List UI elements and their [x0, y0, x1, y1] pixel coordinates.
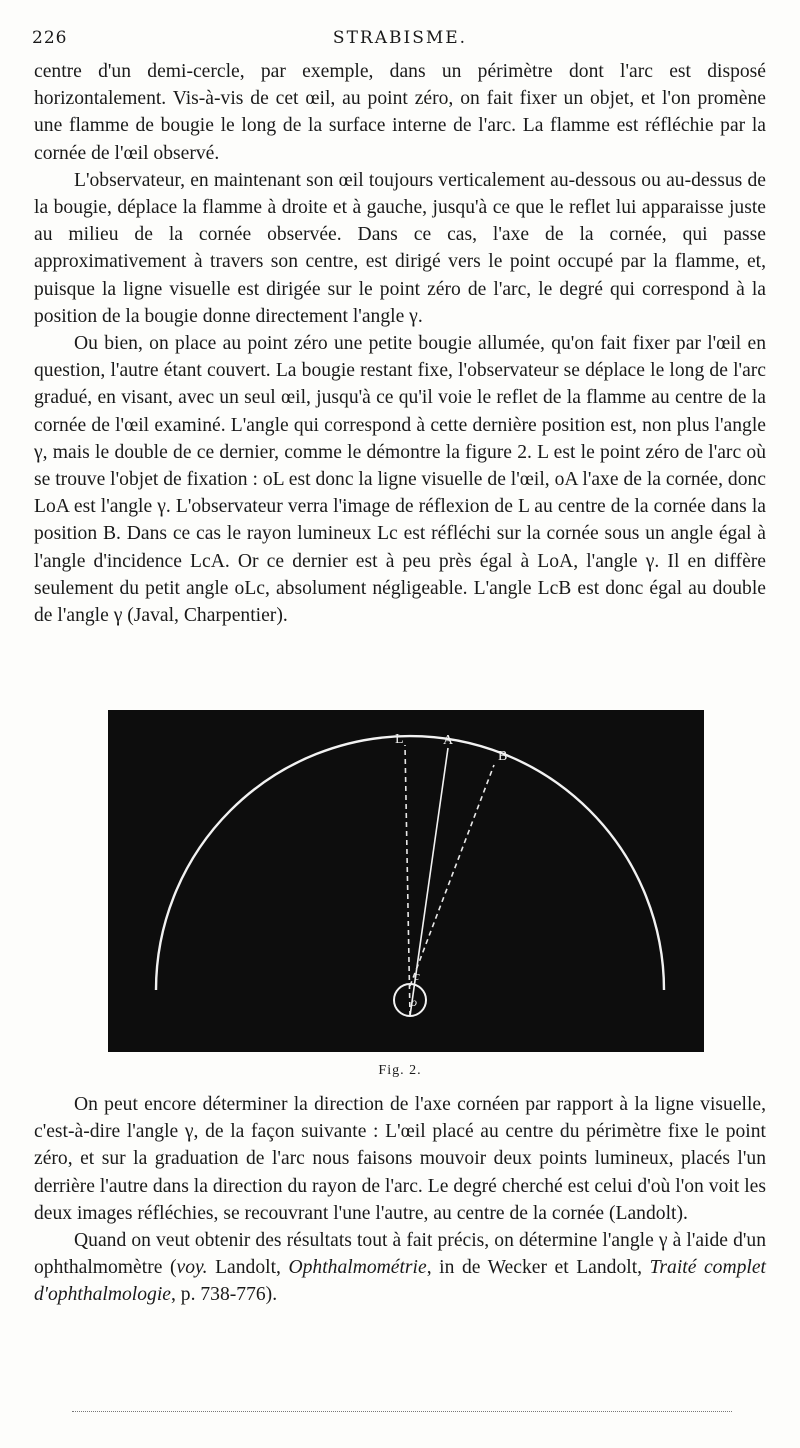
ophthalmometrie-title: Ophthalmométrie — [288, 1257, 427, 1279]
page-number: 226 — [32, 28, 68, 48]
paragraph: Ou bien, on place au point zéro une petite bougie allumée, qu'on fait fixer par l'œil en question, l'autre étant couvert. La bougie restant fixe, l'observateur se déplace le long de l'arc gradué, en visant, avec un seul œil, jusqu'à ce qu'il voie le reflet de la flamme au centre de la cornée de l'œil examiné. L'angle qui correspond à cette dernière position est, non plus l'angle γ, mais le double de ce dernier, comme le démontre la figure 2. L est le point zéro de l'arc où se trouve l'objet de fixation : oL est donc la ligne visuelle de l'œil, oA l'axe de la cornée, donc LoA est l'angle γ. L'observateur verra l'image de réflexion de L au centre de la cornée dans la position B. Dans ce cas le rayon lumineux Lc est réfléchi sur la cornée sous un angle égal à l'angle d'incidence LcA. Or ce dernier est à peu près égal à LoA, l'angle γ. Il en diffère seulement du petit angle oLc, absolument négligeable. L'angle LcB est donc égal au double de l'angle γ (Javal, Charpentier). — [34, 333, 766, 627]
reflected-ray-cB — [410, 765, 494, 986]
paragraph-last: Quand on veut obtenir des résultats tout à fait précis, on détermine l'angle γ à l'aide d'un ophthalmomètre (voy. Landolt, Ophthalmométrie, in de Wecker et Landolt, Traité complet d'ophthalmologie, p. 738-776). — [34, 1230, 767, 1306]
voy-italic: voy. — [176, 1257, 208, 1279]
body-text-top — [34, 58, 766, 629]
figure-2-diagram — [108, 710, 704, 1052]
page-header — [32, 28, 768, 56]
figure-caption: Fig. 2. — [378, 1063, 422, 1078]
label-B: B — [498, 749, 508, 764]
traite-title: Traité complet d'ophthalmologie — [34, 1257, 767, 1306]
running-title: STRABISME. — [332, 28, 468, 48]
label-o: o — [411, 995, 417, 1009]
paragraph: L'observateur, en maintenant son œil toujours verticalement au-dessous ou au-dessus de la bougie, déplace la flamme à droite et à gauche, jusqu'à ce que le reflet lui apparaisse juste au milieu de la cornée observée. Dans ce cas, l'axe de la cornée, qui passe approximativement à travers son centre, est dirigé vers le point occupé par la flamme, et, puisque la ligne visuelle est dirigée sur le point zéro de l'arc, le degré qui correspond à la position de la bougie donne directement l'angle γ. — [34, 169, 766, 327]
paragraph: On peut encore déterminer la direction de l'axe cornéen par rapport à la ligne visuelle, c'est-à-dire l'angle γ, de la façon suivante : L'œil placé au centre du périmètre fixe le point zéro, et sur la graduation de l'arc nous faisons mouvoir deux points lumineux, placés l'un derrière l'autre dans la direction du rayon de l'arc. Le degré cherché est celui d'où l'on voit les deux images réfléchies, se recouvrant l'une l'autre, au centre de la cornée (Landolt). — [34, 1094, 766, 1224]
perimeter-arc — [156, 736, 664, 990]
label-c: c — [414, 968, 420, 983]
footer-rule — [72, 1411, 732, 1412]
paragraph-continued: centre d'un demi-cercle, par exemple, dans un périmètre dont l'arc est disposé horizontalement. Vis-à-vis de cet œil, au point zéro, on fait fixer un objet, et l'on promène une flamme de bougie le long de la surface interne de l'arc. La flamme est réfléchie par la cornée de l'œil observé. — [34, 61, 766, 164]
body-text-bottom — [34, 1091, 766, 1309]
visual-line-oL — [405, 745, 410, 1016]
label-A: A — [443, 733, 454, 748]
label-L: L — [395, 732, 404, 747]
